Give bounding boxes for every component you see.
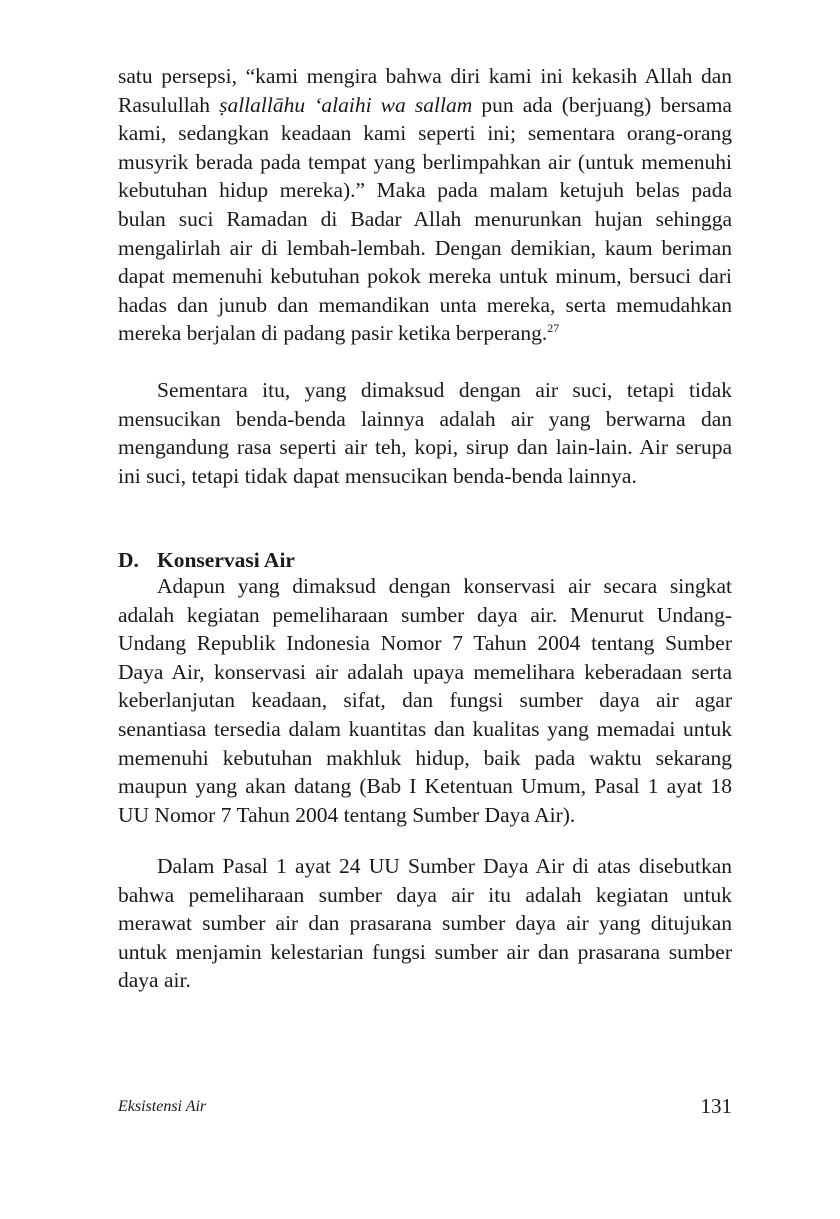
paragraph-continued <box>118 62 732 348</box>
running-footer-title: Eksistensi Air <box>118 1098 207 1115</box>
page-number: 131 <box>700 1094 732 1118</box>
paragraph-air-suci <box>118 376 732 490</box>
section-heading-text <box>118 546 732 575</box>
section-title: Konservasi Air <box>157 548 295 572</box>
section-heading <box>118 546 732 575</box>
paragraph-pemeliharaan <box>118 852 732 995</box>
paragraph-1-end: pun ada (berjuang) bersama kami, sedangkan keadaan kami seperti ini; sementara orang-orang musyrik berada pada tempat yang berlimpahkan air (untuk memenuhi kebutuhan hidup mereka).” Maka pada malam ketujuh belas pada bulan suci Ramadan di Badar Allah menurunkan hujan sehingga mengalirlah air di lembah-lembah. Dengan demikian, kaum beriman dapat memenuhi kebutuhan pokok mereka untuk minum, bersuci dari hadas dan junub dan memandikan unta mereka, serta memudahkan mereka berjalan di padang pasir ketika berperang. <box>118 92 732 346</box>
paragraph-1-text <box>118 62 732 348</box>
footnote-reference[interactable]: 27 <box>547 321 560 336</box>
paragraph-konservasi <box>118 572 732 829</box>
paragraph-3-text: Adapun yang dimaksud dengan konservasi air secara singkat adalah kegiatan pemeliharaan sumber daya air. Menurut Undang-Undang Republik Indonesia Nomor 7 Tahun 2004 tentang Sumber Daya Air, konservasi air adalah upaya memelihara keberadaan serta keberlanjutan keadaan, sifat, dan fungsi sumber daya air agar senantiasa tersedia dalam kuantitas dan kualitas yang memadai untuk memenuhi kebutuhan makhluk hidup, baik pada waktu sekarang maupun yang akan datang (Bab I Ketentuan Umum, Pasal 1 ayat 18 UU Nomor 7 Tahun 2004 tentang Sumber Daya Air). <box>118 574 732 827</box>
paragraph-1-start: satu persepsi, “kami mengira bahwa diri kami ini kekasih Allah dan Rasulullah <box>118 64 732 117</box>
paragraph-2-text: Sementara itu, yang dimaksud dengan air suci, tetapi tidak mensucikan benda-benda lainnya adalah air yang berwarna dan mengandung rasa seperti air teh, kopi, sirup dan lain-lain. Air serupa ini suci, tetapi tidak dapat mensucikan benda-benda lainnya. <box>118 378 732 488</box>
section-letter: D. <box>118 548 139 572</box>
honorific-italic: ṣallallāhu ‘alaihi wa sallam <box>219 92 473 117</box>
paragraph-4-text: Dalam Pasal 1 ayat 24 UU Sumber Daya Air di atas disebutkan bahwa pemeliharaan sumber daya air itu adalah kegiatan untuk merawat sumber air dan prasarana sumber daya air yang ditujukan untuk menjamin kelestarian fungsi sumber air dan prasarana sumber daya air. <box>118 854 732 993</box>
